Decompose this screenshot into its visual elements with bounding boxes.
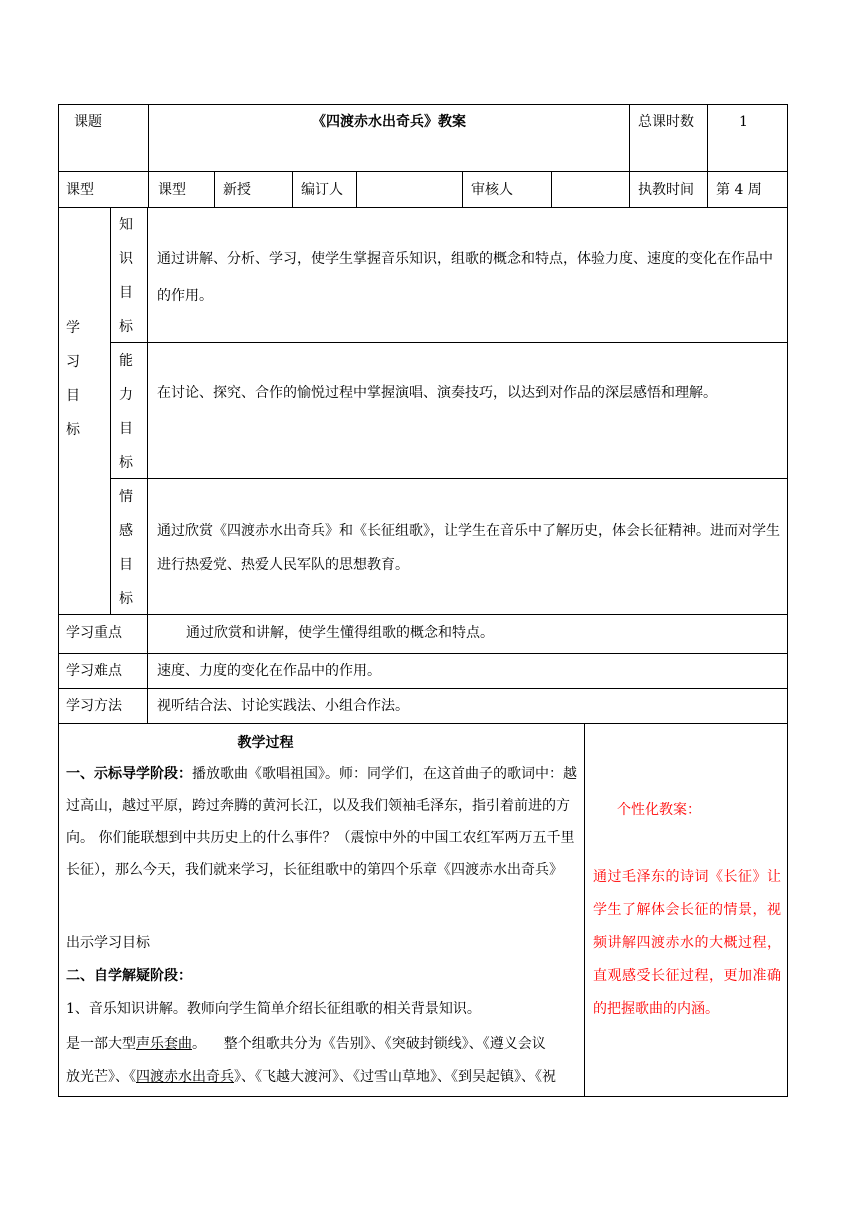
personalized-plan-title: 个性化教案： — [617, 802, 701, 818]
emotion-objective-text: 通过欣赏《四渡赤水出奇兵》和《长征组歌》，让学生在音乐中了解历史，体会长征精神。进而对学生进行热爱党、热爱人民军队的思想教育。 — [157, 523, 780, 573]
label-difficulty: 学习难点 — [66, 663, 122, 679]
stage-two-title: 二、自学解疑阶段： — [66, 968, 192, 984]
ability-label-1: 能 — [119, 353, 133, 369]
knowledge-label-4: 标 — [119, 319, 133, 335]
show-goals: 出示学习目标 — [66, 935, 150, 951]
stage-one-title: 一、示标导学阶段： — [66, 766, 192, 782]
vocal-suite-term: 声乐套曲 — [136, 1036, 192, 1052]
focus-text: 通过欣赏和讲解，使学生懂得组歌的概念和特点。 — [186, 625, 494, 641]
emotion-label-2: 感 — [119, 523, 133, 539]
emotion-label-4: 标 — [119, 591, 133, 607]
stage-one-text: 播放歌曲《歌唱祖国》。师：同学们，在这首曲子的歌词中：越过高山，越过平原，跨过奔腾的黄河长江，以及我们领袖毛泽东，指引着前进的方向。 你们能联想到中共历史上的什么事件？（震惊中外的中国工农红军两万五千里长征），那么今天，我们就来学习，长征组歌中的第四个乐章《四渡赤水出奇兵》 — [66, 766, 577, 878]
label-editor: 编订人 — [301, 182, 343, 198]
knowledge-objective-text: 通过讲解、分析、学习，使学生掌握音乐知识，组歌的概念和特点，体验力度、速度的变化在作品中的作用。 — [157, 251, 773, 304]
suite-line-b — [66, 1067, 556, 1087]
page-title: 《四渡赤水出奇兵》教案 — [312, 114, 466, 130]
suite-line-a — [66, 1034, 546, 1054]
stage-one-paragraph — [66, 758, 580, 886]
method-text: 视听结合法、讨论实践法、小组合作法。 — [157, 698, 409, 714]
label-topic: 课题 — [74, 114, 102, 130]
emotion-label-1: 情 — [119, 489, 133, 505]
label-focus: 学习重点 — [66, 625, 122, 641]
label-lesson-type-2: 课型 — [158, 182, 186, 198]
item-one-text: 1、音乐知识讲解。教师向学生简单介绍长征组歌的相关背景知识。 — [66, 1001, 481, 1017]
emotion-label-3: 目 — [119, 557, 133, 573]
knowledge-label-1: 知 — [119, 217, 133, 233]
personalized-plan-text: 通过毛泽东的诗词《长征》让学生了解体会长征的情景，视频讲解四渡赤水的大概过程，直观感受长征过程，更加准确的把握歌曲的内涵。 — [593, 869, 781, 1017]
suite-line-b-part1: 放光芒》、《 — [66, 1069, 136, 1085]
label-total-hours: 总课时数 — [638, 114, 694, 130]
ability-objective-text: 在讨论、探究、合作的愉悦过程中掌握演唱、演奏技巧，以达到对作品的深层感悟和理解。 — [157, 385, 717, 401]
label-teaching-time: 执教时间 — [638, 182, 694, 198]
knowledge-label-2: 识 — [119, 251, 133, 267]
label-reviewer: 审核人 — [471, 182, 513, 198]
ability-label-4: 标 — [119, 455, 133, 471]
suite-line-a-part1: 是一部大型 — [66, 1036, 136, 1052]
difficulty-text: 速度、力度的变化在作品中的作用。 — [157, 663, 381, 679]
suite-line-a-part2: 。 整个组歌共分为《告别》、《突破封锁线》、《遵义会议 — [192, 1036, 546, 1052]
objectives-group-label-3: 目 — [66, 388, 80, 404]
total-hours-value: 1 — [739, 114, 748, 130]
teaching-time-value: 第 4 周 — [716, 182, 762, 198]
label-method: 学习方法 — [66, 698, 122, 714]
lesson-type-value: 新授 — [223, 182, 251, 198]
process-heading: 教学过程 — [237, 735, 294, 751]
objectives-group-label-1: 学 — [66, 320, 80, 336]
ability-label-3: 目 — [119, 421, 133, 437]
movement-title: 四渡赤水出奇兵 — [136, 1069, 234, 1085]
knowledge-label-3: 目 — [119, 285, 133, 301]
objectives-group-label-4: 标 — [66, 422, 80, 438]
label-lesson-type: 课型 — [66, 182, 94, 198]
objectives-group-label-2: 习 — [66, 354, 80, 370]
suite-line-b-part2: 》、《飞越大渡河》、《过雪山草地》、《到吴起镇》、《祝 — [234, 1069, 556, 1085]
ability-label-2: 力 — [119, 387, 133, 403]
